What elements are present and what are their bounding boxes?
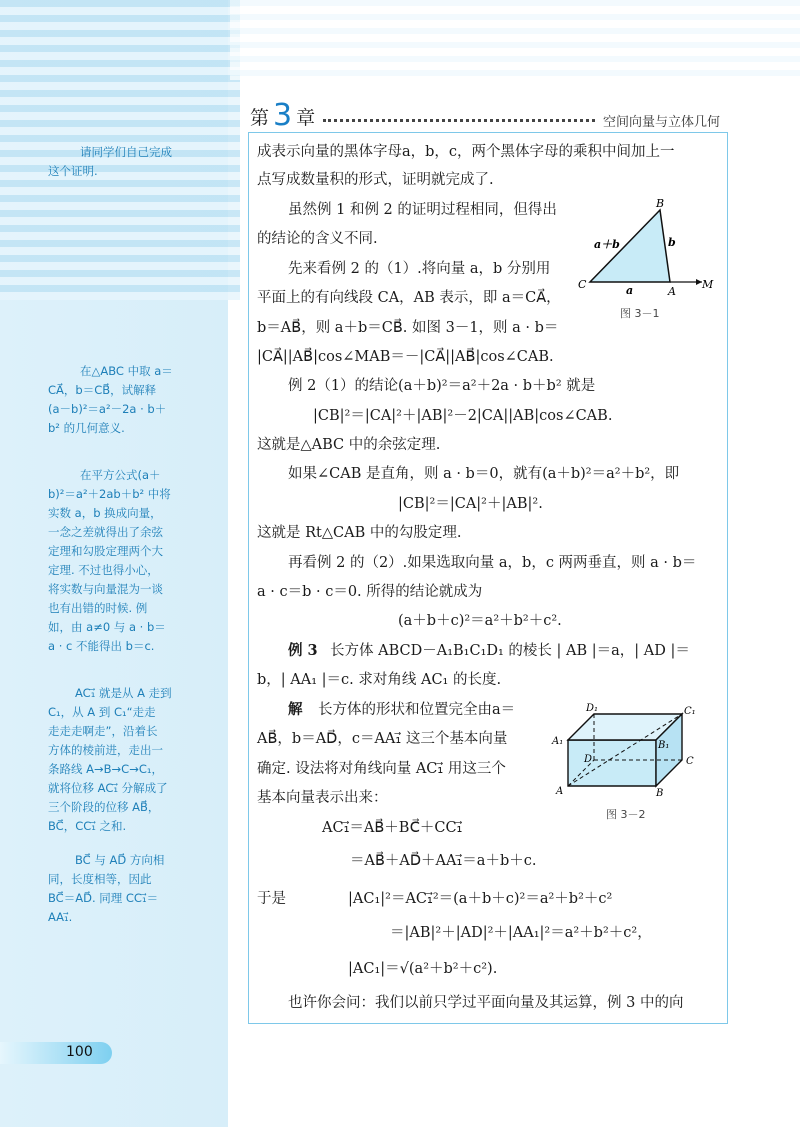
margin-note-line: (a－b)²＝a²－2a · b＋ (48, 402, 167, 416)
formula-line: ＝|AB|²＋|AD|²＋|AA₁|²＝a²＋b²＋c²， (390, 925, 652, 941)
margin-note-line: 走走走啊走”，沿着长 (48, 724, 158, 738)
figure-caption: 图 3－1 (620, 307, 660, 320)
margin-note-line: BC⃗，CC₁⃗ 之和. (48, 819, 127, 833)
margin-note-line: 也有出错的时候. 例 (48, 601, 148, 615)
formula-line: |CB|²＝|CA|²＋|AB|²－2|CA||AB|cos∠CAB. (313, 408, 613, 424)
figure-cuboid (548, 700, 708, 800)
margin-note-line: 方体的棱前进，走出一 (48, 743, 163, 757)
chapter-prefix: 第 (250, 107, 270, 129)
header-dot-leader (323, 119, 595, 122)
body-line: 的结论的含义不同. (257, 231, 378, 247)
body-line: 再看例 2 的（2）.如果选取向量 a，b，c 两两垂直，则 a · b＝ (288, 555, 697, 571)
front-face (568, 740, 656, 786)
body-line: 虽然例 1 和例 2 的证明过程相同，但得出 (288, 202, 557, 218)
chapter-header (250, 98, 720, 133)
margin-note-line: AA₁⃗. (48, 910, 73, 924)
body-line: b＝AB⃗，则 a＋b＝CB⃗. 如图 3－1，则 a · b＝ (257, 320, 559, 336)
point-label: A (668, 285, 676, 296)
margin-note-line: 这个证明. (48, 164, 98, 178)
formula-line: |CB|²＝|CA|²＋|AB|². (398, 496, 543, 512)
point-label: B₁ (658, 740, 670, 751)
example-label: 例 3 (288, 642, 318, 659)
body-line: AB⃗，b＝AD⃗，c＝AA₁⃗ 这三个基本向量 (257, 731, 508, 747)
body-line: 成表示向量的黑体字母a，b，c，两个黑体字母的乘积中间加上一 (257, 144, 675, 160)
margin-note-line: BC⃗＝AD⃗. 同理 CC₁⃗＝ (48, 891, 159, 905)
margin-note-line: CA⃗，b＝CB⃗，试解释 (48, 383, 157, 397)
margin-note-line: 实数 a，b 换成向量， (48, 506, 162, 520)
margin-note-line: 将实数与向量混为一谈 (48, 582, 163, 596)
chapter-suffix: 章 (296, 107, 316, 129)
margin-note-line: 定理和勾股定理两个大 (48, 544, 163, 558)
page-number-tab (0, 1042, 112, 1064)
figure-caption: 图 3－2 (606, 808, 646, 821)
body-line: 确定. 设法将对角线向量 AC₁⃗ 用这三个 (257, 761, 506, 777)
margin-note-line: b² 的几何意义. (48, 421, 125, 435)
top-stripes (230, 0, 800, 80)
edge-label: b (668, 236, 676, 249)
point-label: D (584, 754, 593, 765)
margin-note-line: BC⃗ 与 AD⃗ 方向相 (75, 853, 165, 867)
margin-note-line: 就将位移 AC₁⃗ 分解成了 (48, 781, 168, 795)
point-label: C (686, 756, 694, 767)
formula-line: (a＋b＋c)²＝a²＋b²＋c². (398, 613, 562, 629)
body-line: 长方体的形状和位置完全由a＝ (318, 702, 516, 718)
page-number: 100 (66, 1044, 93, 1060)
formula-line: AC₁⃗＝AB⃗＋BC⃗＋CC₁⃗ (322, 820, 463, 836)
margin-note-line: 请同学们自己完成 (80, 145, 172, 159)
point-label: D₁ (586, 703, 599, 714)
point-label: C₁ (684, 706, 696, 717)
formula-line: |AC₁|²＝AC₁⃗²＝(a＋b＋c)²＝a²＋b²＋c² (348, 891, 613, 907)
point-label: A₁ (552, 736, 564, 747)
body-line: 也许你会问：我们以前只学过平面向量及其运算，例 3 中的向 (288, 995, 684, 1011)
point-label: C (578, 278, 587, 291)
body-line: 这就是 Rt△CAB 中的勾股定理. (257, 525, 462, 541)
point-label: M (702, 278, 714, 291)
body-line: 这就是△ABC 中的余弦定理. (257, 437, 441, 453)
body-line: 如果∠CAB 是直角，则 a · b＝0，就有(a＋b)²＝a²＋b²，即 (288, 466, 680, 482)
edge-label: a＋b (594, 238, 620, 251)
body-line: |CA⃗||AB⃗|cos∠MAB＝－|CA⃗||AB⃗|cos∠CAB. (257, 349, 554, 365)
body-line: 长方体 ABCD－A₁B₁C₁D₁ 的棱长 | AB |＝a，| AD |＝ (330, 643, 690, 659)
margin-note-line: 定理. 不过也得小心， (48, 563, 159, 577)
margin-note-line: AC₁⃗ 就是从 A 走到 (75, 686, 172, 700)
body-line: 先来看例 2 的（1）.将向量 a，b 分别用 (288, 261, 551, 277)
formula-line: ＝AB⃗＋AD⃗＋AA₁⃗＝a＋b＋c. (350, 853, 537, 869)
body-line: a · c＝b · c＝0. 所得的结论就成为 (257, 584, 483, 600)
point-label: B (656, 197, 665, 210)
section-title: 空间向量与立体几何 (602, 115, 720, 130)
margin-note-line: a · c 不能得出 b＝c. (48, 639, 155, 653)
body-line: b，| AA₁ |＝c. 求对角线 AC₁ 的长度. (257, 672, 502, 688)
margin-note-line: 同，长度相等，因此 (48, 872, 152, 886)
point-label: B (656, 788, 664, 799)
chapter-number: 3 (273, 98, 293, 133)
margin-note-line: 条路线 A→B→C→C₁， (48, 762, 163, 776)
margin-note-line: 三个阶段的位移 AB⃗， (48, 800, 160, 814)
body-line: 例 2（1）的结论(a＋b)²＝a²＋2a · b＋b² 就是 (288, 378, 596, 394)
margin-note-line: 在平方公式(a＋ (80, 468, 161, 482)
margin-note-line: 一念之差就得出了余弦 (48, 525, 163, 539)
body-line: 基本向量表示出来： (257, 790, 388, 806)
margin-note-line: b)²＝a²＋2ab＋b² 中将 (48, 487, 171, 501)
edge-label: a (626, 284, 634, 296)
solution-label: 解 (288, 701, 303, 718)
margin-note-line: 如，由 a≠0 与 a · b＝ (48, 620, 166, 634)
margin-note-line: C₁，从 A 到 C₁“走走 (48, 705, 156, 719)
body-line: 点写成数量积的形式，证明就完成了. (257, 172, 494, 188)
body-line: 于是 (257, 891, 286, 907)
body-line: 平面上的有向线段 CA，AB 表示，即 a＝CA⃗， (257, 290, 561, 306)
margin-note-line: 在△ABC 中取 a＝ (80, 364, 173, 378)
point-label: A (556, 786, 564, 797)
figure-triangle (574, 196, 714, 296)
formula-line: |AC₁|＝√(a²＋b²＋c²). (348, 961, 498, 977)
